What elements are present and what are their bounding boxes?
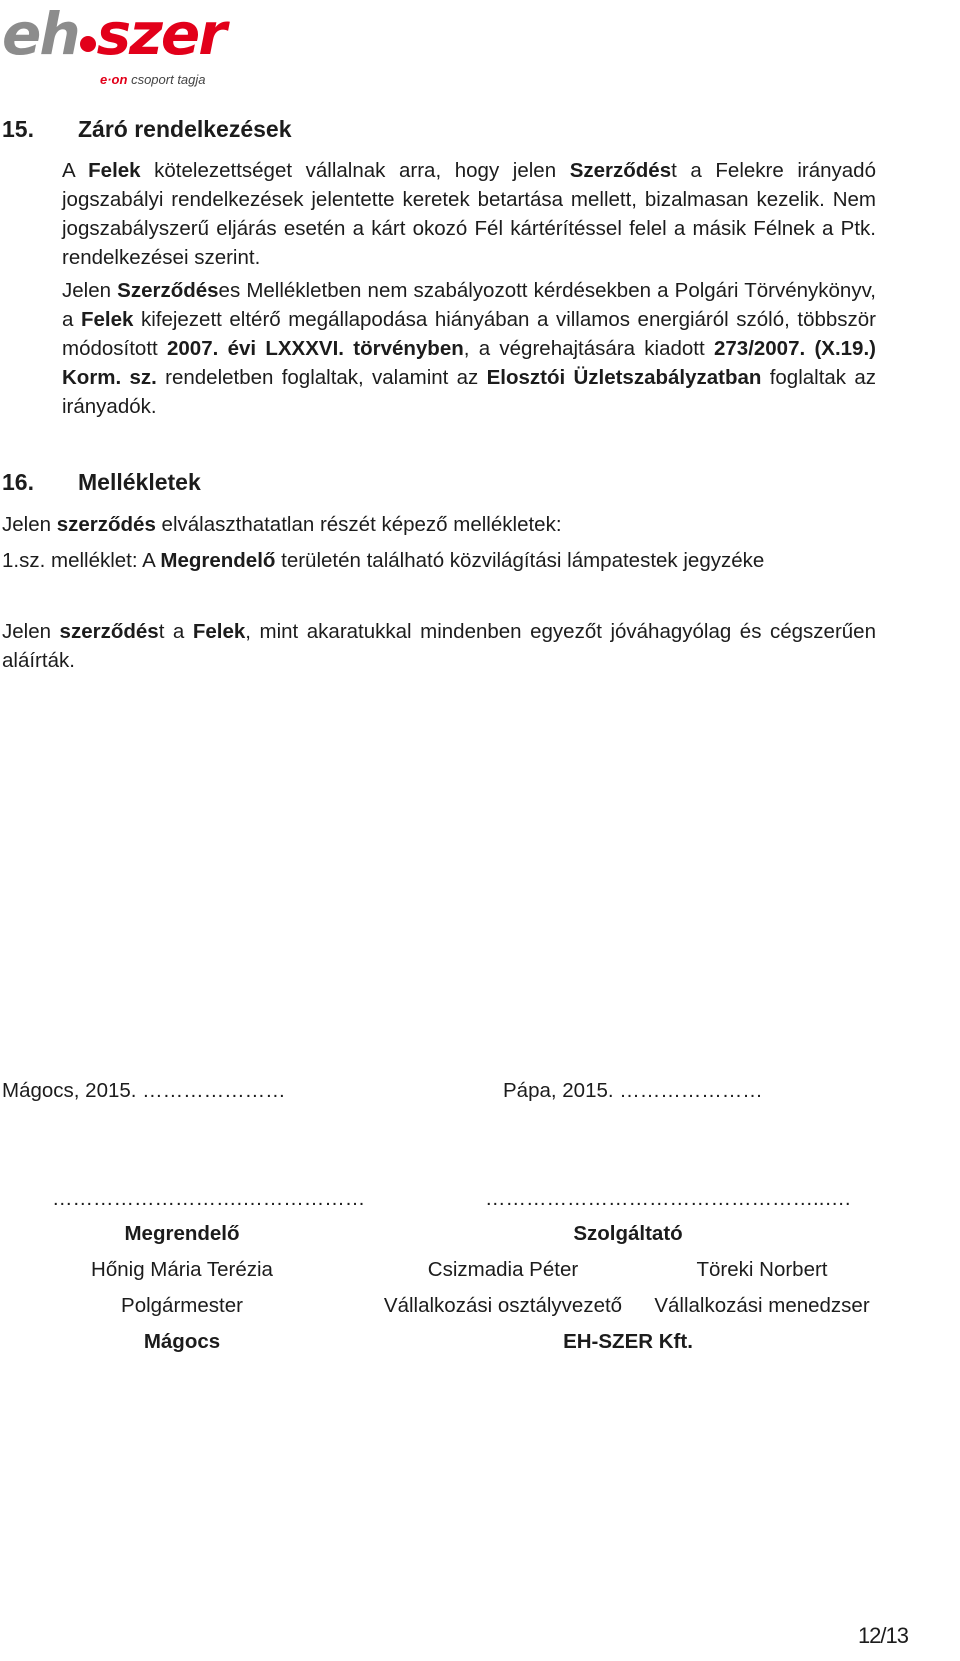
signer-right-2-title: Vállalkozási menedzser <box>654 1294 870 1317</box>
section-15-paragraph-2: Jelen Szerződéses Mellékletben nem szabályozott kérdésekben a Polgári Törvénykönyv, a Felek kifejezett eltérő megállapodása hiányában a villamos energiáról szóló, többször módosított 2007. évi LXXXVI. törvényben, a végrehajtására kiadott 273/2007. (X.19.) Korm. sz. rendeletben foglaltak, valamint az Elosztói Üzletszabályzatban foglaltak az irányadók. <box>62 279 876 418</box>
party-client: Megrendelő <box>124 1222 240 1245</box>
section-16-heading: 16. Mellékletek <box>2 469 201 495</box>
logo-dot-icon <box>79 2 97 66</box>
attachment-item-1: 1.sz. melléklet: A Megrendelő területén található közvilágítási lámpatestek jegyzéke <box>2 549 765 572</box>
page-number: 12/13 <box>857 1623 908 1648</box>
section-15-heading: 15. Záró rendelkezések <box>2 116 292 142</box>
logo-wordmark: eh szer <box>2 0 225 68</box>
signer-right-1 <box>372 1255 634 1321</box>
signer-left-title: Polgármester <box>121 1294 243 1317</box>
section-15-paragraph-1: A Felek kötelezettséget vállalnak arra, hogy jelen Szerződést a Felekre irányadó jogszabályi rendelkezések jelentette keretek betartása mellett, bizalmasan kezelik. Nem jogszabályszerű eljárás esetén a kárt okozó Fél kártérítéssel felel a másik Félnek a Ptk. rendelkezései szerint. <box>62 159 876 269</box>
signature-line-right: …………………………………………..…. <box>485 1187 851 1210</box>
place-date-left: Mágocs, 2015. ………………… <box>2 1079 286 1102</box>
signer-left-org: Mágocs <box>143 1330 221 1353</box>
signer-right-1-name: Csizmadia Péter <box>427 1258 579 1281</box>
signer-right-1-title: Vállalkozási osztályvezető <box>383 1294 623 1317</box>
company-logo <box>0 0 230 92</box>
party-provider-block <box>478 1219 778 1249</box>
attachments-intro: Jelen szerződés elválaszthatatlan részét képező mellékletek: <box>2 513 562 536</box>
signature-line-left: ……………………….……………… <box>52 1187 366 1210</box>
signer-right-2-name: Töreki Norbert <box>696 1258 828 1281</box>
provider-org: EH-SZER Kft. <box>563 1330 693 1353</box>
logo-tagline: e·on csoport tagja <box>100 72 206 87</box>
signer-left-name: Hőnig Mária Terézia <box>91 1258 273 1281</box>
signer-left-block <box>42 1219 322 1357</box>
place-date-right: Pápa, 2015. ………………… <box>503 1079 763 1102</box>
closing-statement: Jelen szerződést a Felek, mint akaratukkal mindenben egyezőt jóváhagyólag és cégszerűen aláírták. <box>2 620 876 672</box>
signer-right-2 <box>642 1255 882 1321</box>
party-provider: Szolgáltató <box>573 1222 683 1245</box>
